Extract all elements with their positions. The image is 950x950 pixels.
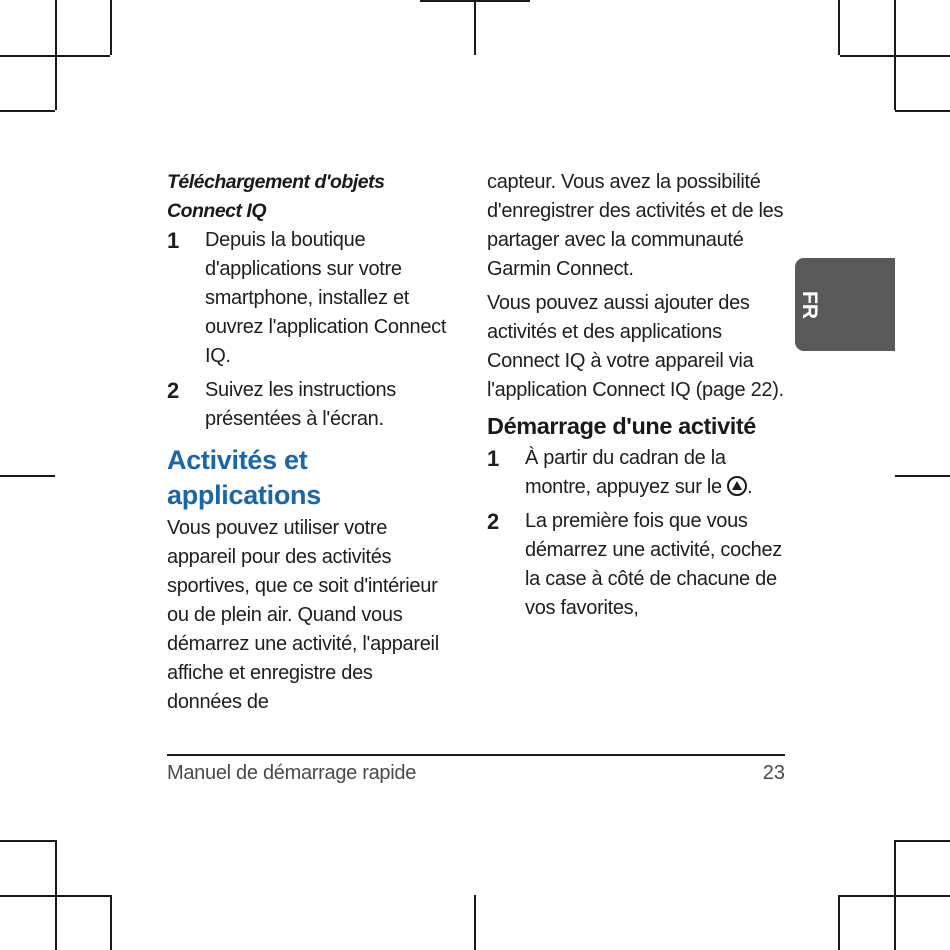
- crop-mark: [894, 840, 896, 950]
- step-text: La première fois que vous démarrez une activité, cochez la case à côté de chacune de vos favorites,: [525, 510, 782, 619]
- body-paragraph: Vous pouvez utiliser votre appareil pour des activités sportives, que ce soit d'intérieur ou de plein air. Quand vous démarrez une activité, l'appareil affiche et enregistre des données de: [167, 517, 439, 713]
- step-item: [167, 376, 452, 434]
- crop-mark: [110, 895, 112, 950]
- step-text-part: À partir du cadran de la montre, appuyez sur le: [525, 447, 726, 498]
- language-code: FR: [798, 290, 821, 319]
- page-number: 23: [762, 762, 785, 784]
- step-text-part: .: [747, 476, 753, 498]
- language-tab-label: [795, 258, 895, 351]
- step-text: Suivez les instructions présentées à l'écran.: [205, 379, 396, 430]
- crop-mark: [838, 895, 840, 950]
- language-tab: [795, 258, 895, 351]
- crop-mark: [0, 475, 55, 477]
- body-paragraph: capteur. Vous avez la possibilité d'enregistrer des activités et de les partager avec la communauté Garmin Connect.: [487, 171, 784, 280]
- footer-divider: [167, 754, 785, 756]
- right-column: [487, 168, 787, 623]
- step-number: 1: [167, 228, 180, 253]
- section-title-line: applications: [167, 480, 321, 510]
- crop-mark: [0, 840, 55, 842]
- crop-mark: [474, 895, 476, 950]
- crop-mark: [895, 840, 950, 842]
- crop-mark: [55, 840, 57, 950]
- crop-mark: [894, 0, 896, 110]
- step-item: [487, 444, 787, 502]
- section-heading: Démarrage d'une activité: [487, 413, 756, 439]
- up-button-icon: [727, 476, 747, 496]
- section-title: [167, 443, 452, 513]
- step-item: [167, 226, 452, 371]
- crop-mark: [895, 475, 950, 477]
- crop-mark: [0, 110, 55, 112]
- crop-mark: [895, 110, 950, 112]
- footer-title: Manuel de démarrage rapide: [167, 762, 417, 784]
- step-number: 2: [167, 378, 180, 403]
- crop-mark: [55, 0, 57, 110]
- crop-mark: [474, 0, 476, 55]
- body-paragraph: Vous pouvez aussi ajouter des activités et des applications Connect IQ à votre appareil via l'application Connect IQ (page 22).: [487, 292, 784, 401]
- step-text: Depuis la boutique d'applications sur votre smartphone, installez et ouvrez l'application Connect IQ.: [205, 229, 447, 367]
- step-number: 1: [487, 446, 500, 471]
- subheading: Téléchargement d'objets Connect IQ: [167, 171, 385, 222]
- section-title-line: Activités et: [167, 445, 308, 475]
- step-item: [487, 507, 787, 623]
- left-column: [167, 168, 452, 717]
- step-number: 2: [487, 509, 500, 534]
- crop-mark: [110, 0, 112, 55]
- step-text: [525, 447, 752, 498]
- crop-mark: [838, 0, 840, 55]
